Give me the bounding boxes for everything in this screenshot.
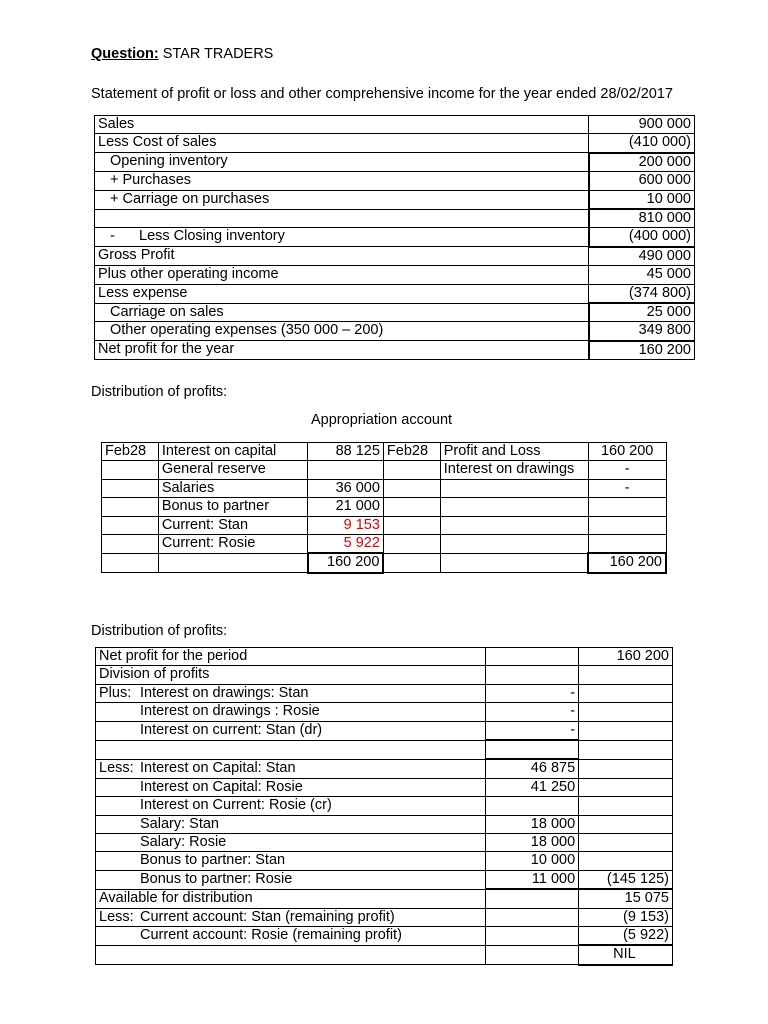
right-date xyxy=(383,516,440,534)
right-label xyxy=(440,479,588,497)
right-value xyxy=(588,535,666,554)
left-date: Feb28 xyxy=(102,443,159,461)
distribution-heading-2: Distribution of profits: xyxy=(91,623,228,639)
row-label xyxy=(96,759,486,778)
row-total: 160 200 xyxy=(579,648,673,666)
table-row xyxy=(95,266,695,284)
right-value xyxy=(588,498,666,516)
left-value: 88 125 xyxy=(308,443,384,461)
table-row xyxy=(95,209,695,228)
row-value: 160 200 xyxy=(589,341,695,360)
row-label: Salary: Stan xyxy=(96,815,486,833)
left-value: 5 922 xyxy=(308,535,384,554)
table-row xyxy=(96,815,673,833)
left-date xyxy=(102,535,159,554)
row-label: Available for distribution xyxy=(96,889,486,908)
row-total xyxy=(579,703,673,721)
row-amount xyxy=(486,740,579,759)
table-row xyxy=(95,134,695,153)
right-value: - xyxy=(588,479,666,497)
left-total: 160 200 xyxy=(308,553,384,572)
table-row xyxy=(95,116,695,134)
row-label: Carriage on sales xyxy=(95,303,589,322)
table-row xyxy=(96,684,673,702)
row-value: 200 000 xyxy=(589,153,695,172)
distribution-heading: Distribution of profits: xyxy=(91,384,228,400)
table-row xyxy=(96,666,673,684)
row-label: Interest on current: Stan (dr) xyxy=(96,721,486,740)
current-item: Current account: Stan (remaining profit) xyxy=(140,908,395,925)
row-value: 490 000 xyxy=(589,247,695,266)
left-date xyxy=(102,553,159,572)
row-amount: - xyxy=(486,684,579,702)
table-row xyxy=(95,172,695,190)
income-statement-table xyxy=(94,115,695,360)
row-value: 600 000 xyxy=(589,172,695,190)
appropriation-title: Appropriation account xyxy=(311,412,453,428)
table-row xyxy=(96,852,673,870)
right-label xyxy=(440,535,588,554)
row-total xyxy=(579,815,673,833)
row-label: Net profit for the year xyxy=(95,341,589,360)
right-value xyxy=(588,516,666,534)
left-value: 9 153 xyxy=(308,516,384,534)
statement-title: Statement of profit or loss and other comprehensive income for the year ended 28/02/2017 xyxy=(91,86,673,102)
left-label: Salaries xyxy=(158,479,307,497)
row-value: 45 000 xyxy=(589,266,695,284)
table-row xyxy=(96,740,673,759)
row-amount xyxy=(486,648,579,666)
row-label: Less Cost of sales xyxy=(95,134,589,153)
left-value: 36 000 xyxy=(308,479,384,497)
row-total xyxy=(579,759,673,778)
row-value: 900 000 xyxy=(589,116,695,134)
row-label xyxy=(96,945,486,964)
row-label: Division of profits xyxy=(96,666,486,684)
right-total: 160 200 xyxy=(588,553,666,572)
row-label: Bonus to partner: Rosie xyxy=(96,870,486,889)
row-label: Salary: Rosie xyxy=(96,834,486,852)
table-row xyxy=(95,284,695,303)
table-row xyxy=(96,797,673,815)
right-label: Profit and Loss xyxy=(440,443,588,461)
row-amount: 18 000 xyxy=(486,834,579,852)
table-row xyxy=(102,553,667,572)
table-row xyxy=(95,303,695,322)
row-amount: 11 000 xyxy=(486,870,579,889)
row-amount: - xyxy=(486,703,579,721)
table-row xyxy=(95,190,695,209)
left-label xyxy=(158,553,307,572)
table-row xyxy=(96,778,673,796)
right-label: Interest on drawings xyxy=(440,461,588,479)
right-date xyxy=(383,498,440,516)
right-date xyxy=(383,535,440,554)
row-label: Sales xyxy=(95,116,589,134)
question-heading xyxy=(91,46,273,62)
left-date xyxy=(102,461,159,479)
table-row xyxy=(96,870,673,889)
table-row xyxy=(96,648,673,666)
table-row xyxy=(102,516,667,534)
right-date: Feb28 xyxy=(383,443,440,461)
row-total xyxy=(579,740,673,759)
row-amount: 41 250 xyxy=(486,778,579,796)
row-amount xyxy=(486,797,579,815)
row-amount xyxy=(486,908,579,926)
row-amount xyxy=(486,666,579,684)
row-value: 10 000 xyxy=(589,190,695,209)
row-label: Less expense xyxy=(95,284,589,303)
left-value: 21 000 xyxy=(308,498,384,516)
row-total xyxy=(579,721,673,740)
row-label: Opening inventory xyxy=(95,153,589,172)
table-row xyxy=(96,908,673,926)
table-row xyxy=(96,889,673,908)
right-label xyxy=(440,498,588,516)
left-date xyxy=(102,516,159,534)
row-amount: - xyxy=(486,721,579,740)
less-label: Less: xyxy=(99,759,134,776)
left-label: Current: Rosie xyxy=(158,535,307,554)
row-amount xyxy=(486,945,579,964)
table-row xyxy=(102,479,667,497)
left-label: Current: Stan xyxy=(158,516,307,534)
row-label: Interest on Capital: Rosie xyxy=(96,778,486,796)
left-label: Interest on capital xyxy=(158,443,307,461)
left-date xyxy=(102,498,159,516)
right-date xyxy=(383,553,440,572)
row-total: (145 125) xyxy=(579,870,673,889)
row-value: (410 000) xyxy=(589,134,695,153)
left-label: Bonus to partner xyxy=(158,498,307,516)
row-label xyxy=(96,908,486,926)
table-row xyxy=(96,759,673,778)
less-current-label: Less: xyxy=(99,908,134,925)
table-row xyxy=(95,341,695,360)
table-row xyxy=(95,247,695,266)
row-total xyxy=(579,852,673,870)
row-total: 15 075 xyxy=(579,889,673,908)
final-value: NIL xyxy=(579,945,673,964)
right-value: - xyxy=(588,461,666,479)
right-label xyxy=(440,553,588,572)
plus-item: Interest on drawings: Stan xyxy=(140,684,309,701)
row-value: (374 800) xyxy=(589,284,695,303)
row-label: Interest on drawings : Rosie xyxy=(96,703,486,721)
row-value: (400 000) xyxy=(589,228,695,247)
table-row xyxy=(102,443,667,461)
row-label: Interest on Current: Rosie (cr) xyxy=(96,797,486,815)
less-item: Interest on Capital: Stan xyxy=(140,759,296,776)
table-row xyxy=(95,228,695,247)
row-amount: 18 000 xyxy=(486,815,579,833)
table-row xyxy=(96,927,673,946)
row-label xyxy=(96,684,486,702)
right-value: 160 200 xyxy=(588,443,666,461)
row-label: Bonus to partner: Stan xyxy=(96,852,486,870)
row-total xyxy=(579,778,673,796)
left-value xyxy=(308,461,384,479)
left-label: General reserve xyxy=(158,461,307,479)
row-label: Current account: Rosie (remaining profit) xyxy=(96,927,486,946)
row-label xyxy=(95,209,589,228)
row-total: (9 153) xyxy=(579,908,673,926)
row-amount xyxy=(486,927,579,946)
row-total xyxy=(579,834,673,852)
row-total xyxy=(579,797,673,815)
row-label xyxy=(96,740,486,759)
left-date xyxy=(102,479,159,497)
row-label: Gross Profit xyxy=(95,247,589,266)
table-row xyxy=(102,461,667,479)
row-total xyxy=(579,666,673,684)
row-amount: 10 000 xyxy=(486,852,579,870)
row-label: Other operating expenses (350 000 – 200) xyxy=(95,322,589,341)
right-date xyxy=(383,479,440,497)
row-amount xyxy=(486,889,579,908)
right-label xyxy=(440,516,588,534)
row-label: + Carriage on purchases xyxy=(95,190,589,209)
row-label: Plus other operating income xyxy=(95,266,589,284)
row-total xyxy=(579,684,673,702)
question-label: Question: xyxy=(91,46,159,62)
right-date xyxy=(383,461,440,479)
distribution-table xyxy=(95,647,673,966)
row-total: (5 922) xyxy=(579,927,673,946)
table-row xyxy=(95,153,695,172)
table-row xyxy=(96,703,673,721)
table-row xyxy=(102,535,667,554)
table-row xyxy=(95,322,695,341)
question-title: STAR TRADERS xyxy=(162,46,274,62)
row-label: + Purchases xyxy=(95,172,589,190)
plus-label: Plus: xyxy=(99,684,132,701)
table-row xyxy=(96,945,673,964)
table-row xyxy=(96,721,673,740)
row-label: - Less Closing inventory xyxy=(95,228,589,247)
table-row xyxy=(102,498,667,516)
appropriation-account-table xyxy=(101,442,667,574)
row-value: 810 000 xyxy=(589,209,695,228)
row-value: 349 800 xyxy=(589,322,695,341)
row-label: Net profit for the period xyxy=(96,648,486,666)
row-amount: 46 875 xyxy=(486,759,579,778)
row-value: 25 000 xyxy=(589,303,695,322)
table-row xyxy=(96,834,673,852)
